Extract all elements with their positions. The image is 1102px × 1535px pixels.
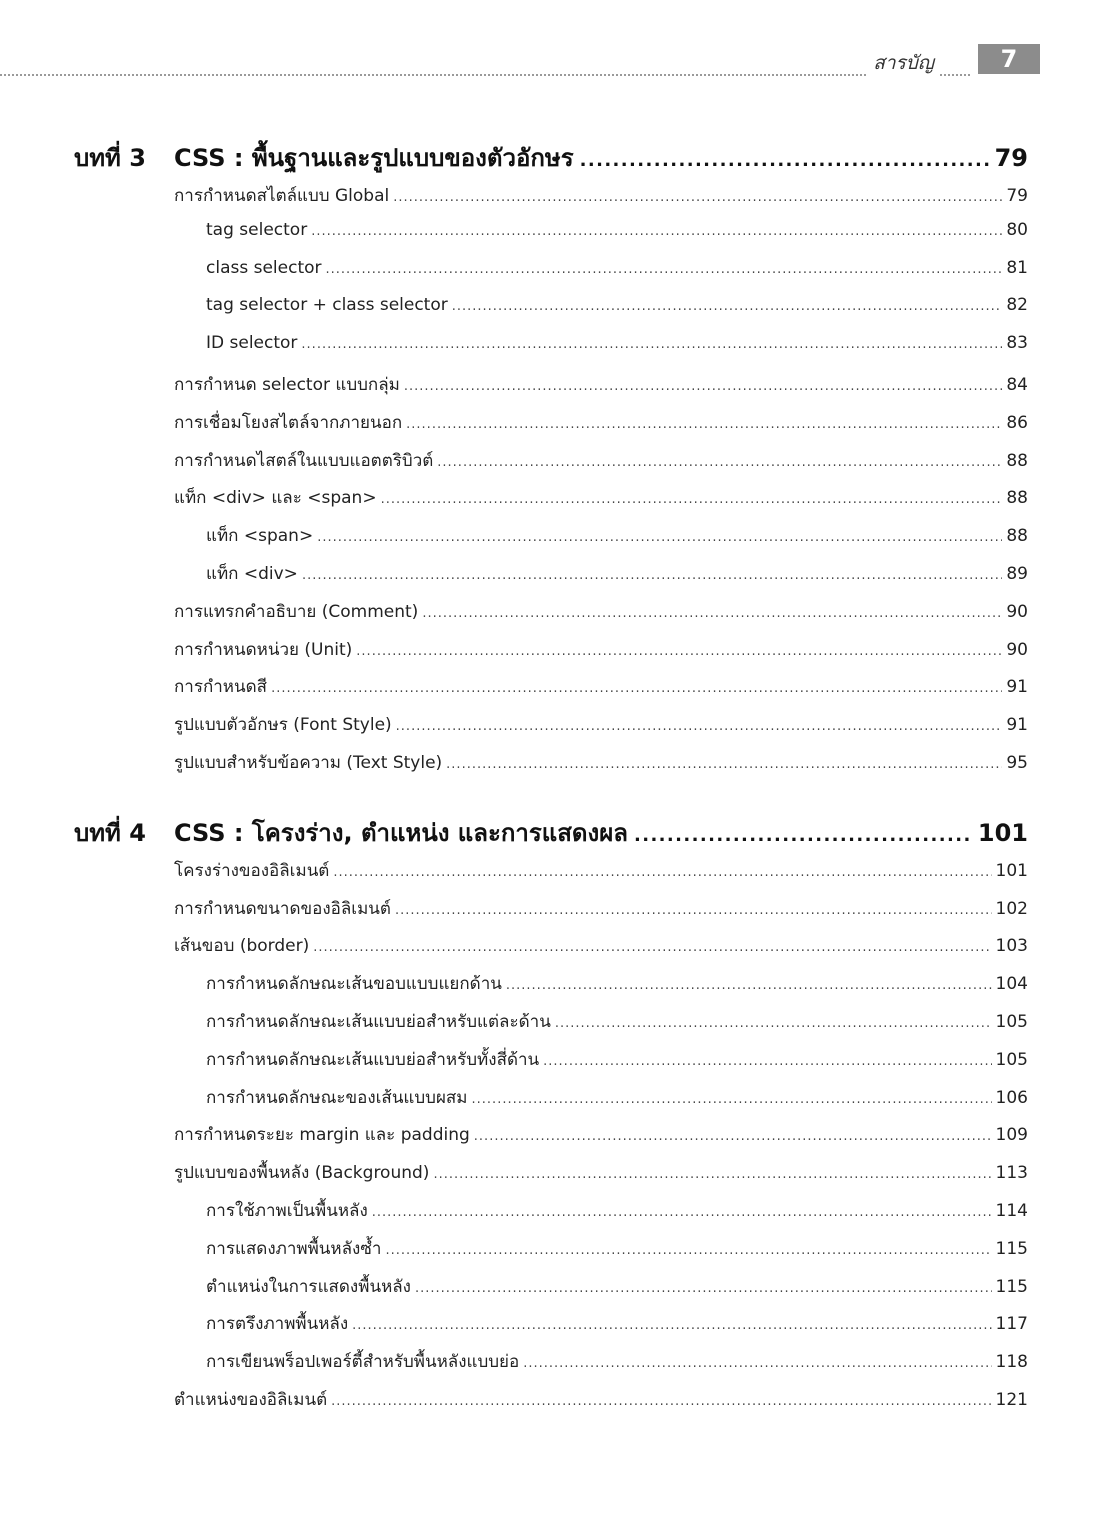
dot-leader [302, 568, 1002, 583]
toc-entry[interactable] [74, 711, 1028, 749]
toc-entry-page: 118 [995, 1352, 1028, 1373]
dot-leader [446, 757, 1002, 772]
toc-entry-page: 103 [995, 936, 1028, 957]
dot-leader [415, 1281, 992, 1296]
chapter-heading[interactable] [74, 813, 1028, 857]
dot-leader [313, 940, 991, 955]
toc-entry-page: 109 [995, 1125, 1028, 1146]
toc-entry-page: 81 [1006, 257, 1028, 278]
toc-subentry[interactable] [74, 1084, 1028, 1122]
toc-subentry[interactable] [74, 1197, 1028, 1235]
toc-entry[interactable] [74, 857, 1028, 895]
toc-entry[interactable] [74, 673, 1028, 711]
toc-entry-page: 104 [995, 974, 1028, 995]
toc-entry-page: 115 [995, 1276, 1028, 1297]
toc-subentry[interactable] [74, 258, 1028, 296]
toc-entry-page: 89 [1006, 563, 1028, 584]
toc-entry-page: 90 [1006, 639, 1028, 660]
toc-subentry[interactable] [74, 970, 1028, 1008]
toc-entry-title: tag selector [206, 219, 308, 240]
dot-leader [422, 606, 1002, 621]
dot-leader [385, 1243, 991, 1258]
toc-entry-title: การแสดงภาพพื้นหลังซ้ำ [206, 1238, 382, 1259]
toc-entry-page: 84 [1006, 374, 1028, 395]
dot-leader [506, 978, 992, 993]
toc-entry-list [74, 857, 1028, 1424]
toc-entry[interactable] [74, 371, 1028, 409]
dot-leader [634, 825, 972, 846]
chapter-number: บทที่ 3 [74, 144, 146, 172]
toc-entry-title: การกำหนดสไตล์แบบ Global [174, 186, 390, 206]
toc-entry-title: การกำหนดไสตล์ในแบบแอตตริบิวต์ [174, 450, 434, 471]
dot-leader [395, 903, 992, 918]
toc-entry-title: การกำหนดระยะ margin และ padding [174, 1125, 470, 1146]
dot-leader [555, 1016, 992, 1031]
dot-leader [311, 224, 1002, 239]
dot-leader [580, 150, 989, 171]
toc-subentry[interactable] [74, 295, 1028, 333]
toc-entry[interactable] [74, 409, 1028, 447]
toc-subentry[interactable] [74, 1235, 1028, 1273]
toc-entry-title: การกำหนดลักษณะเส้นแบบย่อสำหรับแต่ละด้าน [206, 1011, 551, 1032]
toc-entry-title: การแทรกคำอธิบาย (Comment) [174, 601, 419, 622]
toc-entry-page: 86 [1006, 412, 1028, 433]
toc-entry[interactable] [74, 636, 1028, 674]
chapter-page-number: 79 [994, 144, 1028, 172]
dot-leader [352, 1318, 991, 1333]
dot-leader [437, 455, 1002, 470]
toc-entry[interactable] [74, 1386, 1028, 1424]
toc-entry-page: 114 [995, 1200, 1028, 1221]
toc-entry-title: โครงร่างของอิลิเมนต์ [174, 860, 330, 881]
table-of-contents [74, 138, 1028, 1424]
toc-entry-title: การกำหนด selector แบบกลุ่ม [174, 374, 400, 395]
chapter-number: บทที่ 4 [74, 818, 146, 847]
toc-entry-title: การเชื่อมโยงสไตล์จากภายนอก [174, 412, 403, 433]
dot-leader [543, 1054, 991, 1069]
toc-entry-page: 113 [995, 1163, 1028, 1184]
toc-entry-page: 106 [995, 1087, 1028, 1108]
toc-entry-title: class selector [206, 257, 322, 278]
toc-entry-title: ID selector [206, 333, 298, 354]
toc-entry-title: การใช้ภาพเป็นพื้นหลัง [206, 1200, 368, 1221]
toc-entry[interactable] [74, 895, 1028, 933]
toc-entry[interactable] [74, 1121, 1028, 1159]
toc-subentry[interactable] [74, 1273, 1028, 1311]
dot-leader [433, 1167, 991, 1182]
toc-entry-page: 80 [1006, 219, 1028, 240]
toc-entry-page: 115 [995, 1238, 1028, 1259]
toc-entry-title: รูปแบบของพื้นหลัง (Background) [174, 1163, 430, 1184]
chapter-page-number: 101 [977, 818, 1028, 847]
toc-entry-title: การเขียนพร็อปเพอร์ตี้สำหรับพื้นหลังแบบย่อ [206, 1352, 520, 1373]
toc-entry[interactable] [74, 182, 1028, 220]
toc-entry-page: 101 [995, 860, 1028, 881]
toc-entry-page: 88 [1006, 450, 1028, 471]
toc-entry-page: 88 [1006, 526, 1028, 547]
toc-entry-page: 82 [1006, 295, 1028, 316]
toc-entry-page: 105 [995, 1049, 1028, 1070]
toc-entry-page: 95 [1006, 752, 1028, 773]
dot-leader [301, 337, 1002, 352]
running-header [0, 44, 1040, 78]
toc-entry-page: 88 [1006, 488, 1028, 509]
dot-leader [523, 1356, 991, 1371]
toc-subentry[interactable] [74, 1348, 1028, 1386]
chapter-heading[interactable] [74, 138, 1028, 182]
toc-entry-title: แท็ก <span> [206, 526, 314, 547]
toc-entry-title: รูปแบบตัวอักษร (Font Style) [174, 715, 392, 736]
dot-leader [404, 379, 1003, 394]
chapter-title: CSS : พื้นฐานและรูปแบบของตัวอักษร [174, 144, 574, 172]
dot-leader [406, 417, 1002, 432]
toc-entry-title: แท็ก <div> และ <span> [174, 488, 377, 509]
toc-subentry[interactable] [74, 220, 1028, 258]
toc-entry-title: การกำหนดลักษณะเส้นขอบแบบแยกด้าน [206, 974, 502, 995]
dot-leader [472, 1092, 992, 1107]
toc-entry-page: 91 [1006, 715, 1028, 736]
dot-leader [317, 530, 1002, 545]
toc-entry[interactable] [74, 749, 1028, 787]
toc-entry-title: การตรึงภาพพื้นหลัง [206, 1314, 349, 1335]
toc-subentry[interactable] [74, 1310, 1028, 1348]
toc-entry-title: tag selector + class selector [206, 295, 448, 316]
toc-subentry[interactable] [74, 560, 1028, 598]
chapter-section [74, 138, 1028, 787]
toc-entry-title: แท็ก <div> [206, 563, 298, 584]
toc-entry-page: 79 [1006, 186, 1028, 206]
chapter-section [74, 813, 1028, 1424]
dot-leader [331, 1394, 991, 1409]
toc-entry[interactable] [74, 1159, 1028, 1197]
chapter-title: CSS : โครงร่าง, ตำแหน่ง และการแสดงผล [174, 818, 628, 847]
dot-leader [393, 190, 1002, 205]
dot-leader [381, 492, 1003, 507]
toc-entry-page: 102 [995, 898, 1028, 919]
dot-leader [452, 299, 1003, 314]
toc-entry-list [74, 182, 1028, 787]
dot-leader [271, 681, 1002, 696]
toc-entry-page: 117 [995, 1314, 1028, 1335]
toc-entry-page: 83 [1006, 333, 1028, 354]
header-dotted-rule [0, 74, 970, 76]
toc-entry-title: ตำแหน่งในการแสดงพื้นหลัง [206, 1276, 411, 1297]
toc-entry-page: 90 [1006, 601, 1028, 622]
toc-entry[interactable] [74, 447, 1028, 485]
toc-entry[interactable] [74, 484, 1028, 522]
toc-entry-page: 121 [995, 1389, 1028, 1410]
dot-leader [326, 262, 1003, 277]
toc-entry-title: การกำหนดขนาดของอิลิเมนต์ [174, 898, 391, 919]
dot-leader [333, 865, 991, 880]
toc-entry-title: การกำหนดลักษณะเส้นแบบย่อสำหรับทั้งสี่ด้าน [206, 1049, 540, 1070]
toc-entry-title: รูปแบบสำหรับข้อความ (Text Style) [174, 752, 443, 773]
dot-leader [396, 719, 1003, 734]
toc-entry[interactable] [74, 932, 1028, 970]
toc-entry-title: ตำแหน่งของอิลิเมนต์ [174, 1389, 328, 1410]
toc-subentry[interactable] [74, 1008, 1028, 1046]
dot-leader [356, 644, 1002, 659]
toc-entry-title: การกำหนดสี [174, 677, 268, 698]
page-number-badge: 7 [978, 44, 1040, 74]
toc-entry-title: การกำหนดลักษณะของเส้นแบบผสม [206, 1087, 468, 1108]
toc-entry-page: 91 [1006, 677, 1028, 698]
dot-leader [474, 1129, 992, 1144]
toc-subentry[interactable] [74, 522, 1028, 560]
dot-leader [372, 1205, 992, 1220]
toc-subentry[interactable] [74, 1046, 1028, 1084]
header-title: สารบัญ [867, 48, 940, 78]
toc-subentry[interactable] [74, 333, 1028, 371]
toc-entry-title: การกำหนดหน่วย (Unit) [174, 639, 353, 660]
toc-entry[interactable] [74, 598, 1028, 636]
toc-entry-page: 105 [995, 1011, 1028, 1032]
toc-entry-title: เส้นขอบ (border) [174, 936, 310, 957]
